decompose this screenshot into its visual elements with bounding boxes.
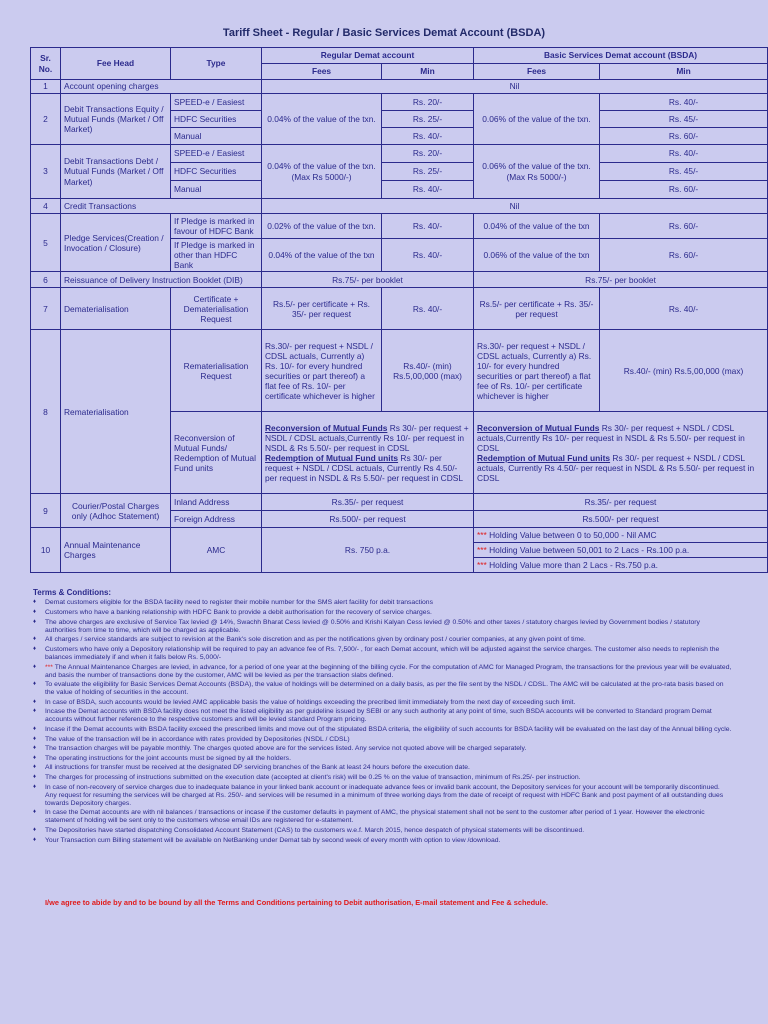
fee-type: HDFC Securities xyxy=(171,111,262,128)
row-number: 9 xyxy=(31,494,61,528)
header-bsda-fees: Fees xyxy=(474,64,600,80)
fee-head: Rematerialisation xyxy=(61,330,171,494)
list-item: ♦ Incase if the Demat accounts with BSDA facility exceed the prescribed limits and move out of the stipulated BSDA criteria, the eligibility of such accounts for BSDA facility will be evaluated on the last day of the Annual billing cycle. xyxy=(33,726,733,734)
redemption-label: Redemption of Mutual Fund units xyxy=(265,452,399,463)
tariff-table xyxy=(30,47,768,573)
header-regular-min: Min xyxy=(382,64,474,80)
regular-min: Rs. 25/- xyxy=(382,163,474,181)
row-number: 1 xyxy=(31,80,61,94)
list-item: ♦ Customers who have only a Depository relationship will be required to pay an advance fee of Rs. 7,500/- , for each Demat account, which will be adjusted against the service charges. The customer also needs to replenish the balances immediately if and when it falls below Rs. 5,000/- xyxy=(33,646,733,662)
bsda-fee xyxy=(474,412,768,494)
asterisk-mark: *** xyxy=(45,663,53,671)
regular-min: Rs. 20/- xyxy=(382,145,474,163)
table-row xyxy=(31,494,768,511)
fee-type: Manual xyxy=(171,128,262,145)
redemption-text: Rs 30/- per request + NSDL / CDSL actuals, Currently Rs 4.50/- per request in NSDL & Rs 5.50/- per request in CDSL xyxy=(477,452,755,483)
list-item: ♦ All charges / service standards are subject to revision at the Bank's sole discretion and as per the notifications given by ordinary post / courier companies, at any given point of time. xyxy=(33,636,733,644)
row-number: 2 xyxy=(31,94,61,145)
bsda-fee: 0.06% of the value of the txn. (Max Rs 5000/-) xyxy=(474,145,600,199)
list-item: ♦ The Depositories have started dispatching Consolidated Account Statement (CAS) to the customers w.e.f. March 2015, hence despatch of physical statements will be discontinued. xyxy=(33,827,733,835)
fee-type: Foreign Address xyxy=(171,511,262,528)
bsda-min: Rs. 45/- xyxy=(600,163,768,181)
table-row xyxy=(31,199,768,214)
list-item: ♦ The charges for processing of instructions submitted on the execution date (accepted at client's risk) will be 0.25 % on the value of transaction, minimum of Rs.25/- per instruction. xyxy=(33,774,733,782)
fee-type: If Pledge is marked in other than HDFC Bank xyxy=(171,239,262,272)
term-text: The Annual Maintenance Charges are levied, in advance, for a period of one year at the beginning of the billing cycle. For the computation of AMC for Managed Program, the transactions for the previous year will be evaluated, and basis the number of transactions done by the customer, AMC will be levied as per the transaction slabs defined. xyxy=(45,663,732,679)
agreement-statement: I/we agree to abide by and to be bound by all the Terms and Conditions pertaining to Debit authorisation, E-mail statement and Fee & schedule. xyxy=(45,898,548,907)
regular-fee: Rs.500/- per request xyxy=(262,511,474,528)
list-item: ♦ Incase the Demat accounts with BSDA facility does not meet the listed eligibility as per guideline issued by SEBI or any such authority at any point of time, such BSDA accounts will be converted to Standard program Demat accounts without further reference to the respective customers and will be levied standard Program pricing. xyxy=(33,708,733,724)
fee-head: Debit Transactions Debt / Mutual Funds (Market / Off Market) xyxy=(61,145,171,199)
row-number: 5 xyxy=(31,214,61,272)
header-fee-head: Fee Head xyxy=(61,48,171,80)
fee-type: SPEED-e / Easiest xyxy=(171,94,262,111)
list-item: ♦ The operating instructions for the joint accounts must be signed by all the holders. xyxy=(33,755,733,763)
bsda-fee: Rs.500/- per request xyxy=(474,511,768,528)
bsda-fee: Rs.30/- per request + NSDL / CDSL actuals, Currently a) Rs. 10/- for every hundred securities or part thereof) a flat fee of Rs. 10/- per certificate whichever is higher xyxy=(474,330,600,412)
list-item: ♦ In case of non-recovery of service charges due to inadequate balance in your linked bank account or inadequate advance fees or invalid bank account, the Depository services for your account will be temporarily discontinued. Any request for resuming the services will be charged at Rs. 250/- and services will be resumed in a minimum of three working days from the date of receipt of request with HDFC Bank and post payment of all outstanding dues towards Depository charges. xyxy=(33,784,733,808)
header-bsda-min: Min xyxy=(600,64,768,80)
regular-fee: 0.02% of the value of the txn. xyxy=(262,214,382,239)
fee-type: HDFC Securities xyxy=(171,163,262,181)
regular-fee xyxy=(262,412,474,494)
fee-type: Manual xyxy=(171,181,262,199)
header-bsda: Basic Services Demat account (BSDA) xyxy=(474,48,768,64)
fee-type: If Pledge is marked in favour of HDFC Bank xyxy=(171,214,262,239)
regular-fee: Rs.5/- per certificate + Rs. 35/- per request xyxy=(262,288,382,330)
row-number: 4 xyxy=(31,199,61,214)
list-item: ♦ In case the Demat accounts are with nil balances / transactions or incase if the customer defaults in payment of AMC, the physical statement shall not be sent to the customer after period of 1 year. However the electronic statement of holding will be sent only to the customers whose email IDs are registered for e-statement. xyxy=(33,809,733,825)
terms-section xyxy=(33,588,733,846)
list-item: ♦ The above charges are exclusive of Service Tax levied @ 14%, Swachh Bharat Cess levied @ 0.50% and Krishi Kalyan Cess levied @ 0.50% and other taxes / statutory charges levied by Government bodies / statutory authorities from time to time, which will be charged as applicable. xyxy=(33,619,733,635)
header-regular-fees: Fees xyxy=(262,64,382,80)
regular-min: Rs. 40/- xyxy=(382,239,474,272)
bsda-fee: Rs.75/- per booklet xyxy=(474,272,768,288)
table-row xyxy=(31,272,768,288)
table-row xyxy=(31,330,768,412)
header-regular: Regular Demat account xyxy=(262,48,474,64)
row-number: 8 xyxy=(31,330,61,494)
list-item: ♦ The transaction charges will be payable monthly. The charges quoted above are for the services listed. Any service not quoted above will be charged separately. xyxy=(33,745,733,753)
fee-type: Certificate + Dematerialisation Request xyxy=(171,288,262,330)
reconversion-label: Reconversion of Mutual Funds xyxy=(265,422,388,433)
bsda-amc-slab xyxy=(474,558,768,573)
regular-fee: Rs.30/- per request + NSDL / CDSL actuals, Currently a) Rs. 10/- for every hundred securities or part thereof) a flat fee of Rs. 10/- per certificate whichever is higher xyxy=(262,330,382,412)
bsda-fee: 0.06% of the value of the txn xyxy=(474,239,600,272)
regular-min: Rs. 25/- xyxy=(382,111,474,128)
fee-head: Debit Transactions Equity / Mutual Funds (Market / Off Market) xyxy=(61,94,171,145)
list-item: ♦ In case of BSDA, such accounts would be levied AMC applicable basis the value of holdings exceeding the precribed limit immediately from the next day of exceeding such limit. xyxy=(33,699,733,707)
asterisk-mark: *** xyxy=(477,530,487,541)
bsda-min: Rs. 60/- xyxy=(600,181,768,199)
header-row xyxy=(31,48,768,64)
regular-fee: 0.04% of the value of the txn xyxy=(262,239,382,272)
fee-head: Pledge Services(Creation / Invocation / Closure) xyxy=(61,214,171,272)
list-item: ♦ Customers who have a banking relationship with HDFC Bank to provide a debit authorisation for the recovery of service charges. xyxy=(33,609,733,617)
table-row xyxy=(31,528,768,543)
table-row xyxy=(31,145,768,163)
header-type: Type xyxy=(171,48,262,80)
bsda-fee: Rs.35/- per request xyxy=(474,494,768,511)
fee-type: AMC xyxy=(171,528,262,573)
regular-fee: 0.04% of the value of the txn. (Max Rs 5000/-) xyxy=(262,145,382,199)
redemption-text: Rs 30/- per request + NSDL / CDSL actuals, Currently Rs 4.50/- per request in NSDL & Rs 5.50/- per request in CDSL xyxy=(265,452,463,483)
list-item: ♦ Demat customers eligible for the BSDA facility need to register their mobile number for the SMS alert facility for debit transactions xyxy=(33,599,733,607)
bsda-min: Rs. 40/- xyxy=(600,145,768,163)
list-item: ♦ The value of the transaction will be in accordance with rates provided by Depositories (NSDL / CDSL) xyxy=(33,736,733,744)
fee-head: Courier/Postal Charges only (Adhoc Statement) xyxy=(61,494,171,528)
bsda-min: Rs.40/- (min) Rs.5,00,000 (max) xyxy=(600,330,768,412)
header-sr: Sr. No. xyxy=(31,48,61,80)
row-number: 6 xyxy=(31,272,61,288)
bsda-min: Rs. 40/- xyxy=(600,288,768,330)
regular-fee: Rs.75/- per booklet xyxy=(262,272,474,288)
list-item xyxy=(33,664,733,680)
reconversion-label: Reconversion of Mutual Funds xyxy=(477,422,600,433)
table-row xyxy=(31,214,768,239)
slab-text: Holding Value between 0 to 50,000 - Nil AMC xyxy=(486,530,657,541)
fee-value: Nil xyxy=(262,199,768,214)
regular-min: Rs. 40/- xyxy=(382,181,474,199)
bsda-min: Rs. 40/- xyxy=(600,94,768,111)
list-item: ♦ Your Transaction cum Billing statement will be available on NetBanking under Demat tab by second week of every month with option to view /download. xyxy=(33,837,733,845)
fee-head: Dematerialisation xyxy=(61,288,171,330)
table-row xyxy=(31,80,768,94)
bsda-fee: 0.06% of the value of the txn. xyxy=(474,94,600,145)
regular-fee: Rs. 750 p.a. xyxy=(262,528,474,573)
fee-type: Rematerialisation Request xyxy=(171,330,262,412)
fee-type: SPEED-e / Easiest xyxy=(171,145,262,163)
fee-head: Reissuance of Delivery Instruction Booklet (DIB) xyxy=(61,272,262,288)
row-number: 7 xyxy=(31,288,61,330)
page-title: Tariff Sheet - Regular / Basic Services Demat Account (BSDA) xyxy=(222,27,546,39)
list-item: ♦ To evaluate the eligibility for Basic Services Demat Accounts (BSDA), the value of holdings will be determined on a daily basis, as per the file sent by the NSDL / CDSL. The AMC will be calculated at the pro-rata basis based on the value of holding of securities in the account. xyxy=(33,681,733,697)
fee-type: Inland Address xyxy=(171,494,262,511)
bsda-fee: Rs.5/- per certificate + Rs. 35/- per request xyxy=(474,288,600,330)
regular-min: Rs. 40/- xyxy=(382,214,474,239)
table-row xyxy=(31,288,768,330)
regular-min: Rs. 40/- xyxy=(382,128,474,145)
regular-fee: Rs.35/- per request xyxy=(262,494,474,511)
list-item: ♦ All instructions for transfer must be received at the designated DP servicing branches of the Bank at least 24 hours before the execution date. xyxy=(33,764,733,772)
regular-fee: 0.04% of the value of the txn. xyxy=(262,94,382,145)
asterisk-mark: *** xyxy=(477,560,487,571)
bsda-min: Rs. 45/- xyxy=(600,111,768,128)
row-number: 10 xyxy=(31,528,61,573)
bsda-min: Rs. 60/- xyxy=(600,128,768,145)
bsda-min: Rs. 60/- xyxy=(600,239,768,272)
regular-min: Rs. 20/- xyxy=(382,94,474,111)
terms-heading: Terms & Conditions: xyxy=(33,588,112,597)
reconversion-text: Rs 30/- per request + NSDL / CDSL actuals,Currently Rs 10/- per request in NSDL & Rs 5.50/- per request in CDSL xyxy=(265,422,469,453)
regular-min: Rs. 40/- xyxy=(382,288,474,330)
bsda-min: Rs. 60/- xyxy=(600,214,768,239)
fee-head: Credit Transactions xyxy=(61,199,262,214)
slab-text: Holding Value between 50,001 to 2 Lacs - Rs.100 p.a. xyxy=(486,545,690,556)
bsda-amc-slab xyxy=(474,528,768,543)
redemption-label: Redemption of Mutual Fund units xyxy=(477,452,611,463)
asterisk-mark: *** xyxy=(477,545,487,556)
bsda-amc-slab xyxy=(474,543,768,558)
fee-head: Annual Maintenance Charges xyxy=(61,528,171,573)
regular-min: Rs.40/- (min) Rs.5,00,000 (max) xyxy=(382,330,474,412)
row-number: 3 xyxy=(31,145,61,199)
terms-list xyxy=(33,599,733,844)
bsda-fee: 0.04% of the value of the txn xyxy=(474,214,600,239)
fee-type: Reconversion of Mutual Funds/ Redemption of Mutual Fund units xyxy=(171,412,262,494)
slab-text: Holding Value more than 2 Lacs - Rs.750 p.a. xyxy=(486,560,658,571)
fee-value: Nil xyxy=(262,80,768,94)
reconversion-text: Rs 30/- per request + NSDL / CDSL actuals,Currently Rs 10/- per request in NSDL & Rs 5.50/- per request in CDSL xyxy=(477,422,745,453)
fee-head: Account opening charges xyxy=(61,80,262,94)
table-row xyxy=(31,94,768,111)
